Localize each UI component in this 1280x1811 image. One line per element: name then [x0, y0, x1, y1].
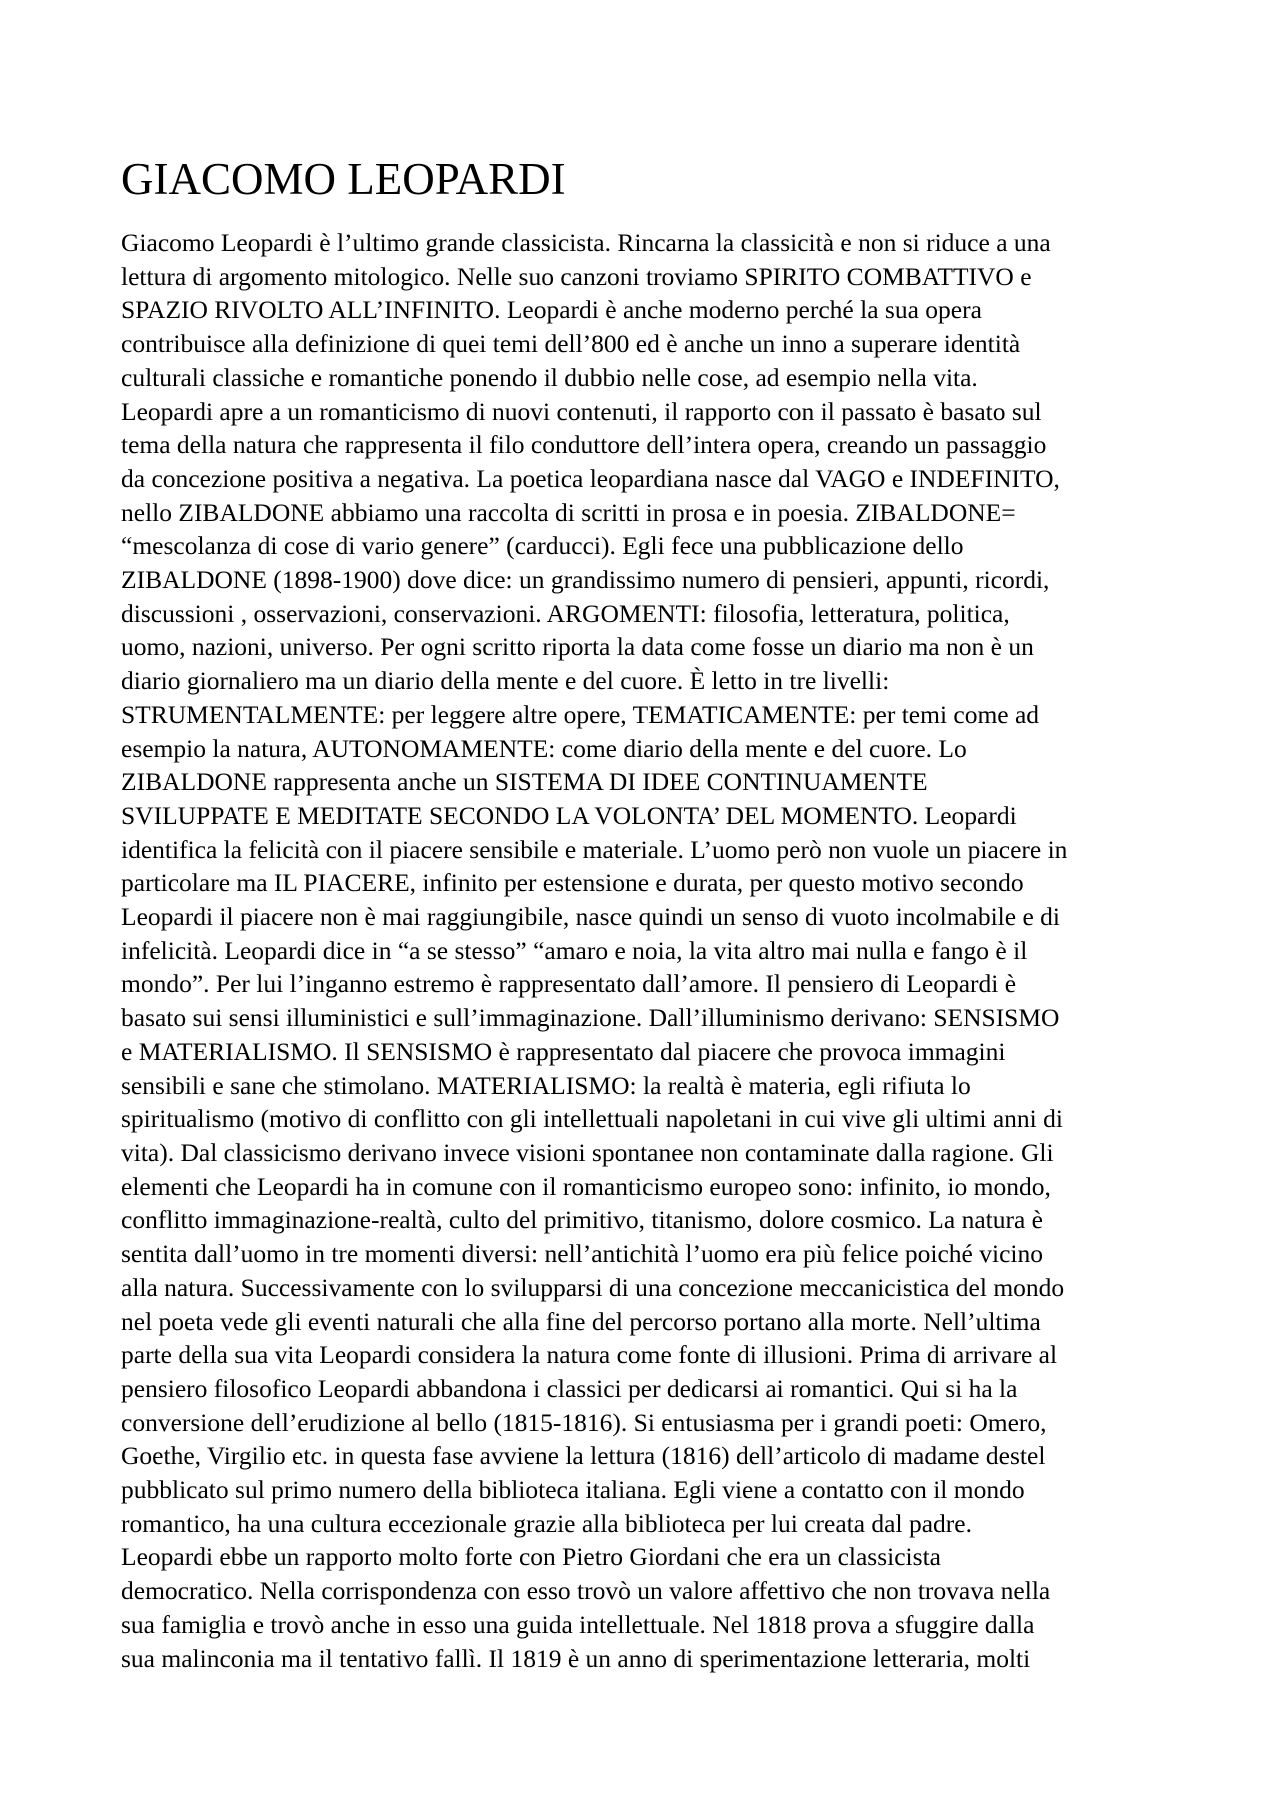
- body-text-line: pubblicato sul primo numero della biblioteca italiana. Egli viene a contatto con il mondo: [121, 1475, 1025, 1505]
- body-text-line: sua famiglia e trovò anche in esso una guida intellettuale. Nel 1818 prova a sfuggire dalla: [121, 1609, 1035, 1639]
- body-text-line: uomo, nazioni, universo. Per ogni scritto riporta la data come fosse un diario ma non è un: [121, 632, 1034, 662]
- body-text-line: SVILUPPATE E MEDITATE SECONDO LA VOLONTA’ DEL MOMENTO. Leopardi: [121, 800, 1017, 830]
- body-text-line: “mescolanza di cose di vario genere” (carducci). Egli fece una pubblicazione dello: [121, 531, 964, 561]
- body-text-line: conversione dell’erudizione al bello (1815-1816). Si entusiasma per i grandi poeti: Omero,: [121, 1407, 1047, 1437]
- body-text-line: Leopardi il piacere non è mai raggiungibile, nasce quindi un senso di vuoto incolmabile e di: [121, 902, 1060, 932]
- body-text-line: esempio la natura, AUTONOMAMENTE: come diario della mente e del cuore. Lo: [121, 733, 967, 763]
- body-text-line: parte della sua vita Leopardi considera la natura come fonte di illusioni. Prima di arrivare al: [121, 1340, 1058, 1370]
- body-text-line: SPAZIO RIVOLTO ALL’INFINITO. Leopardi è anche moderno perché la sua opera: [121, 295, 982, 325]
- body-text-line: STRUMENTALMENTE: per leggere altre opere, TEMATICAMENTE: per temi come ad: [121, 699, 1040, 729]
- body-text-line: conflitto immaginazione-realtà, culto del primitivo, titanismo, dolore cosmico. La natura è: [121, 1205, 1043, 1235]
- body-text-line: particolare ma IL PIACERE, infinito per estensione e durata, per questo motivo secondo: [121, 868, 1024, 898]
- body-text-line: e MATERIALISMO. Il SENSISMO è rappresentato dal piacere che provoca immagini: [121, 1036, 1006, 1066]
- body-text-line: Leopardi apre a un romanticismo di nuovi contenuti, il rapporto con il passato è basato sul: [121, 396, 1042, 426]
- body-text-line: spiritualismo (motivo di conflitto con gli intellettuali napoletani in cui vive gli ultimi anni di: [121, 1104, 1063, 1134]
- body-text-line: Leopardi ebbe un rapporto molto forte con Pietro Giordani che era un classicista: [121, 1542, 941, 1572]
- document-body: [121, 226, 1067, 1675]
- body-text-line: romantico, ha una cultura eccezionale grazie alla biblioteca per lui creata dal padre.: [121, 1508, 972, 1538]
- body-text-line: Giacomo Leopardi è l’ultimo grande classicista. Rincarna la classicità e non si riduce a una: [121, 228, 1051, 257]
- body-text-line: basato sui sensi illuministici e sull’immaginazione. Dall’illuminismo derivano: SENSISMO: [121, 1003, 1060, 1033]
- body-text-line: ZIBALDONE (1898-1900) dove dice: un grandissimo numero di pensieri, appunti, ricordi,: [121, 565, 1050, 595]
- body-text-line: nello ZIBALDONE abbiamo una raccolta di scritti in prosa e in poesia. ZIBALDONE=: [121, 497, 1016, 527]
- body-text-line: da concezione positiva a negativa. La poetica leopardiana nasce dal VAGO e INDEFINITO,: [121, 463, 1060, 493]
- body-text-line: sensibili e sane che stimolano. MATERIALISMO: la realtà è materia, egli rifiuta lo: [121, 1070, 971, 1100]
- body-text-line: pensiero filosofico Leopardi abbandona i classici per dedicarsi ai romantici. Qui si ha la: [121, 1373, 1018, 1403]
- body-text-line: elementi che Leopardi ha in comune con il romanticismo europeo sono: infinito, io mondo,: [121, 1171, 1051, 1201]
- body-text-line: nel poeta vede gli eventi naturali che alla fine del percorso portano alla morte. Nell’ultima: [121, 1306, 1041, 1336]
- body-text-line: contribuisce alla definizione di quei temi dell’800 ed è anche un inno a superare identità: [121, 329, 1021, 359]
- document-title: GIACOMO LEOPARDI: [121, 154, 566, 204]
- body-text-line: democratico. Nella corrispondenza con esso trovò un valore affettivo che non trovava nella: [121, 1576, 1051, 1606]
- body-text-line: discussioni , osservazioni, conservazioni. ARGOMENTI: filosofia, letteratura, politica,: [121, 598, 1010, 628]
- body-text-line: infelicità. Leopardi dice in “a se stesso” “amaro e noia, la vita altro mai nulla e fango è il: [121, 935, 1028, 965]
- body-text-line: diario giornaliero ma un diario della mente e del cuore. È letto in tre livelli:: [121, 666, 890, 696]
- body-text-line: sentita dall’uomo in tre momenti diversi: nell’antichità l’uomo era più felice poiché vicino: [121, 1239, 1043, 1269]
- body-text-line: lettura di argomento mitologico. Nelle suo canzoni troviamo SPIRITO COMBATTIVO e: [121, 261, 1032, 291]
- body-text-line: alla natura. Successivamente con lo svilupparsi di una concezione meccanicistica del mondo: [121, 1272, 1065, 1302]
- body-text-line: sua malinconia ma il tentativo fallì. Il 1819 è un anno di sperimentazione letteraria, molti: [121, 1643, 1031, 1673]
- body-text-line: culturali classiche e romantiche ponendo il dubbio nelle cose, ad esempio nella vita.: [121, 362, 978, 392]
- body-text-line: identifica la felicità con il piacere sensibile e materiale. L’uomo però non vuole un piacere in: [121, 834, 1068, 864]
- body-text-line: vita). Dal classicismo derivano invece visioni spontanee non contaminate dalla ragione. Gli: [121, 1137, 1054, 1167]
- body-text-line: ZIBALDONE rappresenta anche un SISTEMA DI IDEE CONTINUAMENTE: [121, 767, 928, 797]
- body-text-line: Goethe, Virgilio etc. in questa fase avviene la lettura (1816) dell’articolo di madame destel: [121, 1441, 1046, 1471]
- body-text-line: tema della natura che rappresenta il filo conduttore dell’intera opera, creando un passaggio: [121, 430, 1047, 460]
- body-text-line: mondo”. Per lui l’inganno estremo è rappresentato dall’amore. Il pensiero di Leopardi è: [121, 969, 1017, 999]
